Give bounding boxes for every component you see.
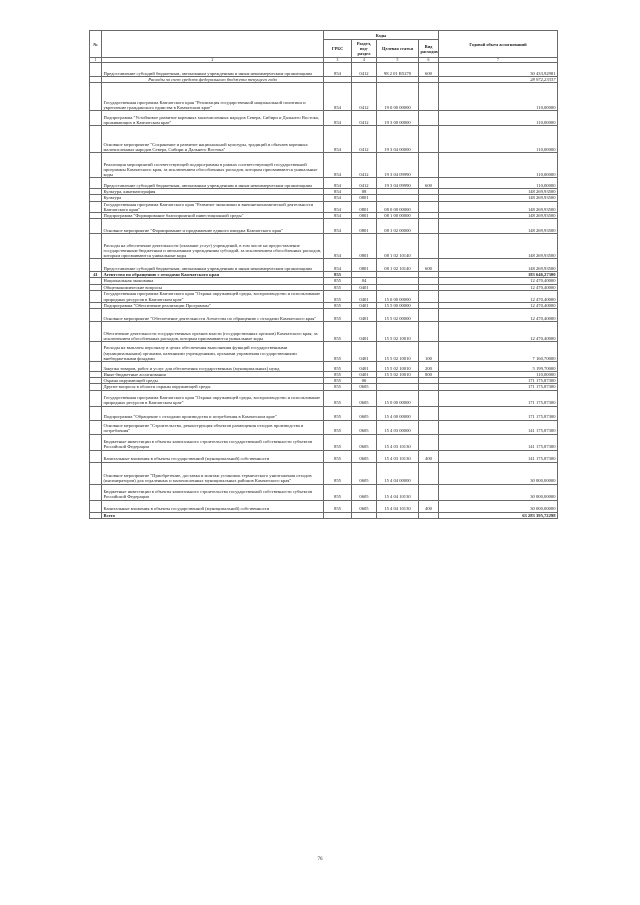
row-target-article: 15 4 04 10130 xyxy=(377,484,419,500)
row-amount: 12 470,40000 xyxy=(439,278,558,284)
row-grbs: 855 xyxy=(324,484,352,500)
index-cell: 2 xyxy=(102,58,324,63)
row-razdel: 0605 xyxy=(352,406,377,420)
row-name: Расходы на выплаты персоналу в целях обеспечения выполнения функций государственными (муниципальными) органами, казенными учреждениями, органами управления государственными внебюджетными фондами xyxy=(102,342,324,362)
row-expense-type: 800 xyxy=(419,372,439,378)
row-number xyxy=(90,111,102,126)
row-razdel: 0605 xyxy=(352,420,377,434)
row-expense-type xyxy=(419,309,439,322)
row-grbs: 855 xyxy=(324,290,352,302)
row-target-article: 15 4 03 10130 xyxy=(377,450,419,462)
row-grbs: 854 xyxy=(324,234,352,259)
row-expense-type xyxy=(419,484,439,500)
row-name: Государственная программа Камчатского края "Развитие экономики и внешнеэкономической деятельности Камчатского края" xyxy=(102,201,324,212)
budget-table-sheet xyxy=(89,30,557,519)
row-grbs: 854 xyxy=(324,219,352,234)
row-razdel: 0605 xyxy=(352,462,377,484)
row-expense-type xyxy=(419,83,439,111)
table-row xyxy=(90,259,558,272)
row-expense-type xyxy=(419,406,439,420)
row-grbs: 855 xyxy=(324,322,352,342)
row-number xyxy=(90,259,102,272)
row-target-article: 15 4 04 10130 xyxy=(377,500,419,512)
row-name: Подпрограмма "Формирование благоприятной инвестиционной среды" xyxy=(102,213,324,219)
row-amount: 148 269,93500 xyxy=(439,259,558,272)
row-target-article: 15 4 03 00000 xyxy=(377,420,419,434)
row-grbs: 855 xyxy=(324,384,352,390)
row-name: Основное мероприятие "Формирование и продвижение единого имиджа Камчатского края" xyxy=(102,219,324,234)
row-grbs: 855 xyxy=(324,278,352,284)
row-grbs: 855 xyxy=(324,390,352,406)
row-name: Основное мероприятие "Сохранение и развитие национальной культуры, традиций и обычаев коренных малочисленных народов Севера, Сибири и Дальнего Востока" xyxy=(102,126,324,153)
row-amount: 12 470,40000 xyxy=(439,309,558,322)
table-row xyxy=(90,219,558,234)
row-name: Подпрограмма "Обеспечение реализации Программы" xyxy=(102,302,324,308)
row-name: Всего xyxy=(102,512,324,518)
row-name: Подпрограмма "Устойчивое развитие коренных малочисленных народов Севера, Сибири и Дальнего Востока, проживающих в Камчатском крае" xyxy=(102,111,324,126)
row-number xyxy=(90,420,102,434)
row-amount: 30 000,00000 xyxy=(439,500,558,512)
row-target-article: 15 5 02 10010 xyxy=(377,362,419,372)
row-target-article: 19 3 04 09990 xyxy=(377,153,419,178)
row-amount: 63 283 395,72298 xyxy=(439,512,558,518)
row-grbs: 854 xyxy=(324,111,352,126)
row-amount: 148 269,93500 xyxy=(439,219,558,234)
header-codes: Коды xyxy=(324,31,439,40)
row-number xyxy=(90,219,102,234)
row-razdel: 08 xyxy=(352,189,377,195)
row-target-article: 15 4 04 00000 xyxy=(377,462,419,484)
header-num: № xyxy=(90,31,102,58)
index-cell: 7 xyxy=(439,58,558,63)
row-name: Основное мероприятие "Обеспечение деятельности Агентства по обращению с отходами Камчатского края" xyxy=(102,309,324,322)
row-name: Национальная экономика xyxy=(102,278,324,284)
header-amount: Годовой объем ассигнований xyxy=(439,31,558,58)
row-expense-type xyxy=(419,462,439,484)
row-amount: 148 269,93500 xyxy=(439,189,558,195)
table-row xyxy=(90,420,558,434)
row-target-article: 19 0 00 00000 xyxy=(377,83,419,111)
row-amount: 5 199,70000 xyxy=(439,362,558,372)
table-row xyxy=(90,290,558,302)
row-expense-type xyxy=(419,322,439,342)
row-name: Подпрограмма "Обращение с отходами производства и потребления в Камчатском крае" xyxy=(102,406,324,420)
table-body xyxy=(90,63,558,519)
row-number xyxy=(90,153,102,178)
table-row xyxy=(90,178,558,189)
row-expense-type xyxy=(419,420,439,434)
row-expense-type: 400 xyxy=(419,500,439,512)
row-target-article: 15 4 03 10130 xyxy=(377,434,419,450)
row-name: Государственная программа Камчатского края "Охрана окружающей среды, воспроизводство и использование природных ресурсов в Камчатском крае" xyxy=(102,390,324,406)
row-grbs: 855 xyxy=(324,462,352,484)
row-razdel: 0412 xyxy=(352,178,377,189)
row-target-article: 15 5 02 10010 xyxy=(377,322,419,342)
table-row xyxy=(90,362,558,372)
row-target-article: 08 0 00 00000 xyxy=(377,201,419,212)
row-target-article: 15 5 00 00000 xyxy=(377,302,419,308)
row-expense-type xyxy=(419,153,439,178)
table-row xyxy=(90,484,558,500)
row-amount: 148 269,93500 xyxy=(439,195,558,201)
row-name: Государственная программа Камчатского края "Реализация государственной национальной политики и укрепление гражданского единства в Камчатском крае" xyxy=(102,83,324,111)
row-name: Бюджетные инвестиции в объекты капитального строительства государственной собственности субъектов Российской Федерации xyxy=(102,484,324,500)
table-row xyxy=(90,450,558,462)
row-razdel: 0801 xyxy=(352,213,377,219)
table-row xyxy=(90,342,558,362)
row-expense-type: 600 xyxy=(419,259,439,272)
row-number xyxy=(90,290,102,302)
row-amount: 110,00000 xyxy=(439,126,558,153)
row-name: Предоставление субсидий бюджетным, автономным учреждениям и иным некоммерческим организациям xyxy=(102,63,324,77)
row-target-article: 15 5 02 10010 xyxy=(377,342,419,362)
row-number xyxy=(90,126,102,153)
row-number xyxy=(90,178,102,189)
row-name: Основное мероприятие "Строительство, реконструкция объектов размещения отходов производства и потребления" xyxy=(102,420,324,434)
row-razdel: 0401 xyxy=(352,362,377,372)
row-razdel: 0412 xyxy=(352,83,377,111)
row-target-article: 98 2 01 R5270 xyxy=(377,63,419,77)
row-grbs: 855 xyxy=(324,302,352,308)
row-expense-type xyxy=(419,512,439,518)
row-number xyxy=(90,362,102,372)
row-target-article: 19 3 04 09990 xyxy=(377,178,419,189)
row-target-article: 08 1 00 00000 xyxy=(377,213,419,219)
row-expense-type xyxy=(419,290,439,302)
row-amount: 12 470,40000 xyxy=(439,284,558,290)
row-amount: 110,00000 xyxy=(439,83,558,111)
row-grbs: 855 xyxy=(324,420,352,434)
row-number xyxy=(90,434,102,450)
row-name: Государственная программа Камчатского края "Охрана окружающей среды, воспроизводство и использование природных ресурсов в Камчатском крае" xyxy=(102,290,324,302)
table-row xyxy=(90,512,558,518)
row-razdel: 06 xyxy=(352,378,377,384)
row-razdel: 0605 xyxy=(352,384,377,390)
row-grbs: 855 xyxy=(324,406,352,420)
row-target-article: 15 5 02 00000 xyxy=(377,309,419,322)
row-grbs: 854 xyxy=(324,63,352,77)
row-target-article: 08 1 02 10140 xyxy=(377,234,419,259)
row-number xyxy=(90,512,102,518)
row-name: Предоставление субсидий бюджетным, автономным учреждениям и иным некоммерческим организациям xyxy=(102,178,324,189)
index-cell: 1 xyxy=(90,58,102,63)
row-expense-type xyxy=(419,111,439,126)
row-amount: 110,00000 xyxy=(439,153,558,178)
row-target-article xyxy=(377,512,419,518)
row-razdel: 0605 xyxy=(352,390,377,406)
row-amount: 171 175,87300 xyxy=(439,384,558,390)
row-razdel: 0801 xyxy=(352,201,377,212)
row-expense-type: 100 xyxy=(419,342,439,362)
row-grbs: 854 xyxy=(324,83,352,111)
row-amount: 110,00000 xyxy=(439,111,558,126)
row-number xyxy=(90,322,102,342)
row-expense-type xyxy=(419,126,439,153)
row-number xyxy=(90,63,102,77)
budget-table xyxy=(89,30,558,519)
row-razdel: 0401 xyxy=(352,290,377,302)
table-row xyxy=(90,462,558,484)
row-razdel xyxy=(352,512,377,518)
table-row xyxy=(90,434,558,450)
row-name: Общеэкономические вопросы xyxy=(102,284,324,290)
row-grbs: 855 xyxy=(324,342,352,362)
row-number xyxy=(90,309,102,322)
row-amount: 28 972,23337 xyxy=(439,77,558,83)
row-amount: 30 000,00000 xyxy=(439,484,558,500)
row-grbs: 855 xyxy=(324,372,352,378)
index-cell: 3 xyxy=(324,58,352,63)
table-row xyxy=(90,153,558,178)
row-grbs: 854 xyxy=(324,153,352,178)
row-grbs: 854 xyxy=(324,178,352,189)
row-razdel: 0605 xyxy=(352,434,377,450)
row-amount: 171 175,87300 xyxy=(439,390,558,406)
index-cell: 5 xyxy=(377,58,419,63)
row-target-article: 15 4 00 00000 xyxy=(377,406,419,420)
row-razdel: 0412 xyxy=(352,111,377,126)
row-razdel: 0801 xyxy=(352,219,377,234)
row-razdel: 0801 xyxy=(352,195,377,201)
row-amount: 171 175,87300 xyxy=(439,406,558,420)
row-grbs: 854 xyxy=(324,195,352,201)
table-row xyxy=(90,63,558,77)
row-name: Культура xyxy=(102,195,324,201)
row-expense-type xyxy=(419,234,439,259)
row-expense-type: 600 xyxy=(419,63,439,77)
row-target-article: 08 1 02 00000 xyxy=(377,219,419,234)
row-amount: 12 470,40000 xyxy=(439,322,558,342)
row-grbs: 854 xyxy=(324,201,352,212)
row-amount: 141 175,87300 xyxy=(439,450,558,462)
row-name: Предоставление субсидий бюджетным, автономным учреждениям и иным некоммерческим организациям xyxy=(102,259,324,272)
header-name xyxy=(102,31,324,58)
row-amount: 141 175,87300 xyxy=(439,420,558,434)
table-row xyxy=(90,406,558,420)
row-amount: 30 433,92981 xyxy=(439,63,558,77)
row-name: Реализация мероприятий соответствующей подпрограммы в рамках соответствующей государственной программы Камчатского края, за исключением обособленных расходов, которым присваиваются уникальные коды xyxy=(102,153,324,178)
row-name: Иные бюджетные ассигнования xyxy=(102,372,324,378)
row-amount: 30 000,00000 xyxy=(439,462,558,484)
header-target-article: Целевая статья xyxy=(377,40,419,58)
table-row xyxy=(90,500,558,512)
row-number xyxy=(90,462,102,484)
row-grbs: 855 xyxy=(324,309,352,322)
row-number xyxy=(90,406,102,420)
table-row xyxy=(90,322,558,342)
header-expense-type: Вид расходов xyxy=(419,40,439,58)
row-expense-type: 400 xyxy=(419,450,439,462)
row-expense-type xyxy=(419,219,439,234)
row-razdel: 0401 xyxy=(352,284,377,290)
row-razdel: 0401 xyxy=(352,309,377,322)
row-name: Расходы на обеспечение деятельности (оказание услуг) учреждений, в том числе на предоставление государственным бюджетным и автономным учреждениям субсидий, за исключением обособленных расходов, которым присваиваются уникальные коды xyxy=(102,234,324,259)
row-razdel: 04 xyxy=(352,278,377,284)
index-cell: 6 xyxy=(419,58,439,63)
row-number xyxy=(90,484,102,500)
row-amount: 148 269,93500 xyxy=(439,234,558,259)
row-name: Расходы за счет средств федерального бюджета текущего года xyxy=(102,77,324,83)
row-number xyxy=(90,500,102,512)
row-amount: 12 470,40000 xyxy=(439,290,558,302)
row-razdel: 0401 xyxy=(352,302,377,308)
row-target-article: 15 0 00 00000 xyxy=(377,390,419,406)
row-number xyxy=(90,234,102,259)
row-amount: 171 175,87300 xyxy=(439,378,558,384)
row-grbs: 855 xyxy=(324,450,352,462)
row-grbs: 855 xyxy=(324,500,352,512)
row-name: Культура, кинематография xyxy=(102,189,324,195)
row-razdel: 0605 xyxy=(352,484,377,500)
table-row xyxy=(90,309,558,322)
row-amount: 141 175,87300 xyxy=(439,434,558,450)
row-grbs: 855 xyxy=(324,434,352,450)
table-row xyxy=(90,126,558,153)
row-razdel: 0801 xyxy=(352,234,377,259)
row-grbs: 854 xyxy=(324,126,352,153)
row-target-article: 19 3 00 00000 xyxy=(377,111,419,126)
row-razdel: 0801 xyxy=(352,259,377,272)
row-razdel: 0605 xyxy=(352,500,377,512)
row-expense-type xyxy=(419,434,439,450)
row-razdel: 0412 xyxy=(352,153,377,178)
header-grbs: ГРБС xyxy=(324,40,352,58)
row-number xyxy=(90,83,102,111)
table-row xyxy=(90,390,558,406)
row-grbs xyxy=(324,512,352,518)
header-razdel: Раздел, под-раздел xyxy=(352,40,377,58)
row-grbs: 854 xyxy=(324,259,352,272)
row-target-article: 15 5 02 10010 xyxy=(377,372,419,378)
page-number: 76 xyxy=(317,857,323,862)
row-number xyxy=(90,201,102,212)
row-target-article: 19 3 04 00000 xyxy=(377,126,419,153)
table-row xyxy=(90,234,558,259)
row-expense-type xyxy=(419,201,439,212)
row-amount: 110,00000 xyxy=(439,372,558,378)
row-name: Другие вопросы в области охраны окружающей среды xyxy=(102,384,324,390)
row-number xyxy=(90,450,102,462)
table-row xyxy=(90,111,558,126)
row-amount: 110,00000 xyxy=(439,178,558,189)
row-name: Основное мероприятие "Приобретение, доставка и монтаж установок термического уничтожения отходов (инсинераторов) для отдаленных и малочисленных муниципальных районов Камчатского края" xyxy=(102,462,324,484)
row-target-article: 15 0 00 00000 xyxy=(377,290,419,302)
row-expense-type xyxy=(419,390,439,406)
row-expense-type: 600 xyxy=(419,178,439,189)
row-number: 41 xyxy=(90,272,102,278)
row-razdel: 0412 xyxy=(352,126,377,153)
table-row xyxy=(90,83,558,111)
row-grbs: 855 xyxy=(324,378,352,384)
row-target-article: 08 1 02 10140 xyxy=(377,259,419,272)
row-amount: 7 160,70000 xyxy=(439,342,558,362)
row-razdel: 0401 xyxy=(352,372,377,378)
row-name: Бюджетные инвестиции в объекты капитального строительства государственной собственности субъектов Российской Федерации xyxy=(102,434,324,450)
row-grbs: 854 xyxy=(324,213,352,219)
row-name: Капитальные вложения в объекты государственной (муниципальной) собственности xyxy=(102,450,324,462)
row-grbs: 855 xyxy=(324,272,352,278)
row-name: Капитальные вложения в объекты государственной (муниципальной) собственности xyxy=(102,500,324,512)
row-amount: 12 470,40000 xyxy=(439,302,558,308)
row-expense-type: 200 xyxy=(419,362,439,372)
row-razdel: 0605 xyxy=(352,450,377,462)
row-number xyxy=(90,342,102,362)
row-grbs: 854 xyxy=(324,189,352,195)
row-number xyxy=(90,390,102,406)
row-grbs: 855 xyxy=(324,284,352,290)
row-razdel: 0401 xyxy=(352,322,377,342)
row-grbs: 855 xyxy=(324,362,352,372)
row-razdel: 0401 xyxy=(352,342,377,362)
row-amount: 148 269,93500 xyxy=(439,213,558,219)
row-amount: 183 646,27300 xyxy=(439,272,558,278)
row-name: Обеспечение деятельности государственных органов власти (государственных органов) Камчатского края, за исключением обособленных расходов, которым присваиваются уникальные коды xyxy=(102,322,324,342)
table-row xyxy=(90,201,558,212)
row-razdel: 0412 xyxy=(352,63,377,77)
row-name: Агентство по обращению с отходами Камчатского края xyxy=(102,272,324,278)
row-amount: 148 269,93500 xyxy=(439,201,558,212)
index-cell: 4 xyxy=(352,58,377,63)
row-name: Закупка товаров, работ и услуг для обеспечения государственных (муниципальных) нужд xyxy=(102,362,324,372)
row-name: Охрана окружающей среды xyxy=(102,378,324,384)
